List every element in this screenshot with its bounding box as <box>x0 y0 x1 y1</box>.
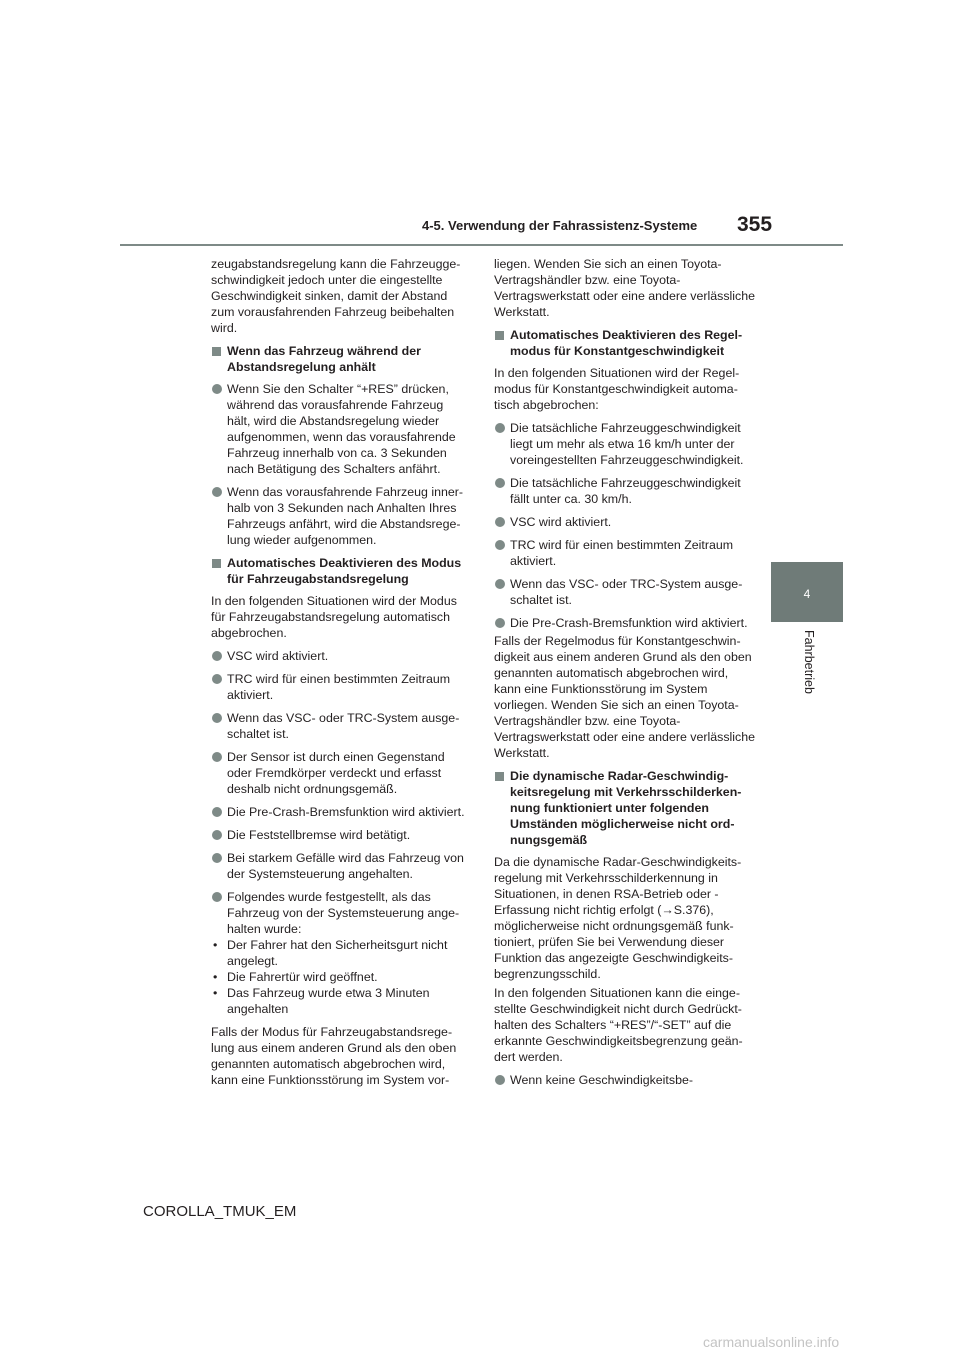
bullet-text: Folgendes wurde festgestellt, als das Fahrzeug von der Systemsteuerung angehalten wurde: <box>227 890 460 936</box>
round-bullet-icon <box>212 807 222 817</box>
bullet-item <box>211 381 469 477</box>
chapter-tab-number: 4 <box>803 587 811 601</box>
square-bullet-icon <box>212 347 221 356</box>
watermark: carmanualsonline.info <box>703 1334 840 1350</box>
bullet-text: Die tatsächliche Fahrzeuggeschwindigkeit liegt um mehr als etwa 16 km/h unter der voreingestellten Fahrzeuggeschwindigkeit. <box>510 421 744 467</box>
round-bullet-icon <box>212 713 222 723</box>
round-bullet-icon <box>495 478 505 488</box>
bullet-item <box>211 850 469 882</box>
square-bullet-icon <box>495 331 504 340</box>
paragraph: zeugabstandsregelung kann die Fahrzeuggeschwindigkeit jedoch unter die eingestellte Geschwindigkeit sinken, damit der Abstand zum vorausfahrenden Fahrzeug beibehalten wird. <box>211 257 461 335</box>
footer-model: COROLLA_TMUK_EM <box>143 1203 297 1220</box>
bullet-item <box>211 827 469 843</box>
bullet-item <box>211 889 469 937</box>
round-bullet-icon <box>495 517 505 527</box>
round-bullet-icon <box>212 651 222 661</box>
bullet-text: Der Sensor ist durch einen Gegenstand oder Fremdkörper verdeckt und erfasst deshalb nicht ordnungsgemäß. <box>227 750 445 796</box>
heading-text: Wenn das Fahrzeug während der Abstandsregelung anhält <box>227 344 421 374</box>
bullet-item <box>211 648 469 664</box>
round-bullet-icon <box>495 540 505 550</box>
sub-item-text: Der Fahrer hat den Sicherheitsgurt nicht angelegt. <box>227 938 448 968</box>
sub-list <box>211 937 469 1017</box>
sub-item <box>211 985 469 1017</box>
bullet-text: Wenn das VSC- oder TRC-System ausgeschaltet ist. <box>510 577 743 607</box>
bullet-text: Wenn Sie den Schalter “+RES” drücken, während das vorausfahrende Fahrzeug hält, wird die Abstandsregelung wieder aufgenommen, wenn das vorausfahrende Fahrzeug innerhalb von ca. 3 Sekunden nach Betätigung des Schalters anfährt. <box>227 382 456 476</box>
round-bullet-icon <box>495 423 505 433</box>
bullet-text: Die Pre-Crash-Bremsfunktion wird aktiviert. <box>510 616 748 630</box>
bullet-item <box>211 804 469 820</box>
bullet-item <box>494 615 758 631</box>
round-bullet-icon <box>212 487 222 497</box>
sub-item <box>211 937 469 969</box>
chapter-tab <box>771 562 843 622</box>
paragraph: In den folgenden Situationen kann die eingestellte Geschwindigkeit nicht durch Gedrückthalten des Schalters “+RES”/“-SET” auf die erkannte Geschwindigkeitsbegrenzung geändert werden. <box>494 986 743 1064</box>
bullet-item <box>211 671 469 703</box>
round-bullet-icon <box>495 579 505 589</box>
sub-item-text: Die Fahrertür wird geöffnet. <box>227 970 378 984</box>
paragraph: Falls der Regelmodus für Konstantgeschwindigkeit aus einem anderen Grund als den oben genannten automatisch abgebrochen wird, kann eine Funktionsstörung im System vorliegen. Wenden Sie sich an einen Toyota-Vertragshändler bzw. eine Toyota-Vertragswerkstatt oder eine andere verlässliche Werkstatt. <box>494 634 756 760</box>
paragraph: In den folgenden Situationen wird der Modus für Fahrzeugabstandsregelung automatisch abgebrochen. <box>211 594 457 640</box>
heading-text: Automatisches Deaktivieren des Modus für Fahrzeugabstandsregelung <box>227 556 462 586</box>
round-bullet-icon <box>495 618 505 628</box>
bullet-text: VSC wird aktiviert. <box>510 515 612 529</box>
round-bullet-icon <box>212 752 222 762</box>
bullet-text: Die Feststellbremse wird betätigt. <box>227 828 411 842</box>
sub-item-marker: • <box>213 938 218 952</box>
bullet-item <box>211 484 469 548</box>
paragraph: In den folgenden Situationen wird der Regelmodus für Konstantgeschwindigkeit automatisch abgebrochen: <box>494 366 740 412</box>
bullet-text: TRC wird für einen bestimmten Zeitraum aktiviert. <box>227 672 451 702</box>
bullet-text: Wenn das vorausfahrende Fahrzeug innerhalb von 3 Sekunden nach Anhalten Ihres Fahrzeugs anfährt, wird die Abstandsregelung wieder aufgenommen. <box>227 485 464 547</box>
square-bullet-icon <box>212 559 221 568</box>
square-bullet-icon <box>495 772 504 781</box>
sub-item-marker: • <box>213 986 218 1000</box>
paragraph: Da die dynamische Radar-Geschwindigkeitsregelung mit Verkehrsschilderkennung in Situationen, in denen RSA-Betrieb oder -Erfassung nicht richtig erfolgt (→S.376), möglicherweise nicht ordnungsgemäß funktioniert, prüfen Sie bei Verwendung dieser Funktion das angezeigte Geschwindigkeitsbegrenzungsschild. <box>494 855 742 981</box>
bullet-item <box>494 475 758 507</box>
round-bullet-icon <box>212 830 222 840</box>
page-number: 355 <box>737 213 773 236</box>
bullet-item <box>494 576 758 608</box>
header-title: 4-5. Verwendung der Fahrassistenz-Systeme <box>422 218 698 233</box>
bullet-item <box>211 710 469 742</box>
bullet-item <box>494 1072 758 1088</box>
section-heading <box>211 343 469 375</box>
bullet-text: Die tatsächliche Fahrzeuggeschwindigkeit fällt unter ca. 30 km/h. <box>510 476 741 506</box>
bullet-text: TRC wird für einen bestimmten Zeitraum aktiviert. <box>510 538 734 568</box>
bullet-text: VSC wird aktiviert. <box>227 649 329 663</box>
header-rule <box>120 244 843 246</box>
bullet-item <box>494 514 758 530</box>
round-bullet-icon <box>212 853 222 863</box>
round-bullet-icon <box>212 892 222 902</box>
chapter-label <box>778 630 838 710</box>
heading-text: Automatisches Deaktivieren des Regelmodus für Konstantgeschwindigkeit <box>510 328 743 358</box>
right-column <box>494 256 758 1095</box>
sub-item-text: Das Fahrzeug wurde etwa 3 Minuten angehalten <box>227 986 430 1016</box>
round-bullet-icon <box>495 1075 505 1085</box>
round-bullet-icon <box>212 384 222 394</box>
bullet-text: Wenn das VSC- oder TRC-System ausgeschaltet ist. <box>227 711 460 741</box>
bullet-text: Wenn keine Geschwindigkeitsbe- <box>510 1073 693 1087</box>
section-heading <box>494 327 758 359</box>
section-heading <box>211 555 469 587</box>
bullet-text: Die Pre-Crash-Bremsfunktion wird aktiviert. <box>227 805 465 819</box>
chapter-label-text: Fahrbetrieb <box>802 630 816 694</box>
sub-item <box>211 969 469 985</box>
round-bullet-icon <box>212 674 222 684</box>
bullet-item <box>211 749 469 797</box>
bullet-item <box>494 537 758 569</box>
section-heading <box>494 768 758 848</box>
sub-item-marker: • <box>213 970 218 984</box>
paragraph: liegen. Wenden Sie sich an einen Toyota-Vertragshändler bzw. eine Toyota-Vertragswerkstatt oder eine andere verlässliche Werkstatt. <box>494 257 756 319</box>
left-column <box>211 256 469 1095</box>
bullet-item <box>494 420 758 468</box>
paragraph: Falls der Modus für Fahrzeugabstandsregelung aus einem anderen Grund als den oben genannten automatisch abgebrochen wird, kann eine Funktionsstörung im System vor- <box>211 1025 457 1087</box>
bullet-text: Bei starkem Gefälle wird das Fahrzeug von der Systemsteuerung angehalten. <box>227 851 464 881</box>
heading-text: Die dynamische Radar-Geschwindigkeitsregelung mit Verkehrsschilderkennung funktioniert unter folgenden Umständen möglicherweise nicht ordnungsgemäß <box>510 769 742 847</box>
